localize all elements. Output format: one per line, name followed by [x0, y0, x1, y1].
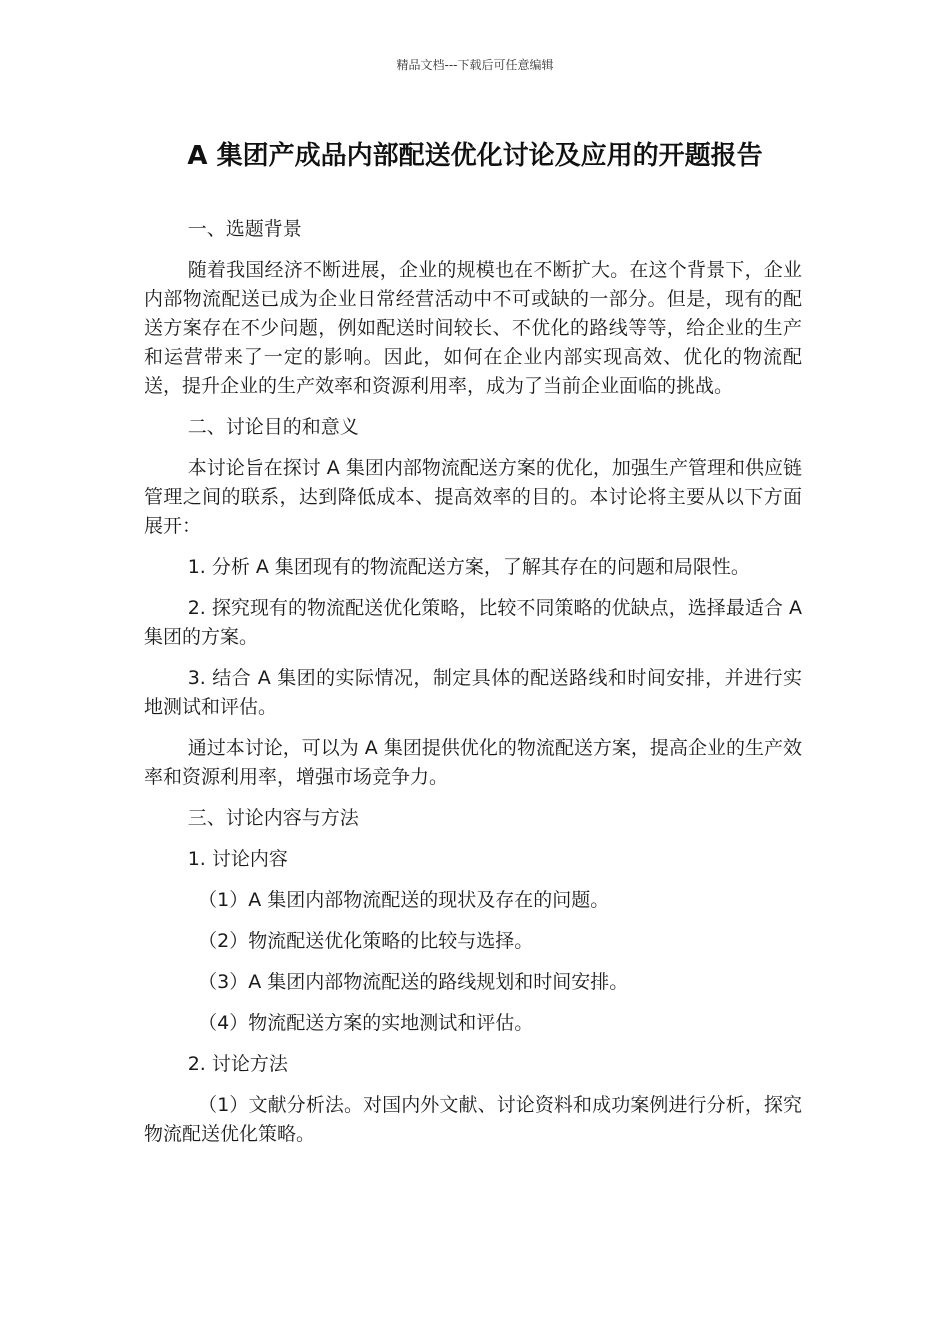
- document-title: A 集团产成品内部配送优化讨论及应用的开题报告: [187, 141, 763, 171]
- purpose-item-3: 3. 结合 A 集团的实际情况，制定具体的配送路线和时间安排，并进行实地测试和评估。: [144, 667, 802, 718]
- method-item-1: （1）文献分析法。对国内外文献、讨论资料和成功案例进行分析，探究物流配送优化策略。: [144, 1094, 802, 1145]
- content-item-1: （1）A 集团内部物流配送的现状及存在的问题。: [198, 889, 610, 911]
- section-heading-background: 一、选题背景: [187, 218, 302, 240]
- document-body: [144, 215, 802, 1161]
- purpose-paragraph: 本讨论旨在探讨 A 集团内部物流配送方案的优化，加强生产管理和供应链管理之间的联系，达到降低成本、提高效率的目的。本讨论将主要从以下方面展开：: [144, 457, 802, 537]
- subheading-content: 1. 讨论内容: [187, 848, 288, 870]
- purpose-item-1: 1. 分析 A 集团现有的物流配送方案，了解其存在的问题和局限性。: [187, 556, 750, 578]
- background-paragraph: 随着我国经济不断进展，企业的规模也在不断扩大。在这个背景下，企业内部物流配送已成为企业日常经营活动中不可或缺的一部分。但是，现有的配送方案存在不少问题，例如配送时间较长、不优化的路线等等，给企业的生产和运营带来了一定的影响。因此，如何在企业内部实现高效、优化的物流配送，提升企业的生产效率和资源利用率，成为了当前企业面临的挑战。: [144, 259, 802, 397]
- subheading-method: 2. 讨论方法: [187, 1053, 288, 1075]
- content-item-3: （3）A 集团内部物流配送的路线规划和时间安排。: [198, 971, 629, 993]
- significance-paragraph: 通过本讨论，可以为 A 集团提供优化的物流配送方案，提高企业的生产效率和资源利用率，增强市场竞争力。: [144, 737, 802, 788]
- section-heading-content-method: 三、讨论内容与方法: [187, 807, 359, 829]
- section-heading-purpose: 二、讨论目的和意义: [187, 416, 359, 438]
- content-item-2: （2）物流配送优化策略的比较与选择。: [198, 930, 534, 952]
- header-note: 精品文档---下载后可任意编辑: [396, 58, 554, 72]
- purpose-item-2: 2. 探究现有的物流配送优化策略，比较不同策略的优缺点，选择最适合 A 集团的方案。: [144, 597, 802, 648]
- content-item-4: （4）物流配送方案的实地测试和评估。: [198, 1012, 534, 1034]
